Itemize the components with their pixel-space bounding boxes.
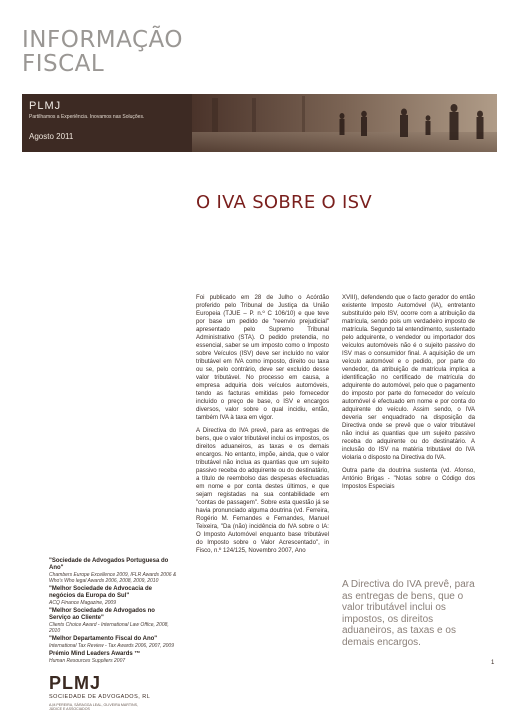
brand-panel — [22, 94, 192, 152]
article-column-1 — [196, 294, 329, 560]
award-source: ACQ Finance Magazine, 2009 — [49, 600, 116, 606]
logo-partners: A.M.PEREIRA, SÁRAGGA LEAL, OLIVEIRA MARTINS, JÚDICE E ASSOCIADOS — [49, 703, 139, 712]
award-source: Human Resources Suppliers 2007 — [49, 658, 126, 664]
pull-quote: A Directiva do IVA prevê, para as entregas de bens, que o valor tributável inclui os impostos, os direitos aduaneiros, as taxas e os demais encargos. — [342, 579, 475, 648]
award-item — [49, 558, 177, 584]
award-title: "Melhor Departamento Fiscal do Ano" — [49, 636, 158, 642]
logo-wordmark: PLMJ — [49, 673, 102, 693]
newsletter-title — [22, 28, 183, 76]
award-source: International Tax Review - Tax Awards 2006, 2007, 2009 — [49, 643, 174, 649]
award-title: "Melhor Sociedade de Advocacia de negócios da Europa do Sul" — [49, 586, 152, 599]
title-line-2: FISCAL — [22, 51, 105, 77]
paragraph: A Directiva do IVA prevê, para as entregas de bens, que o valor tributável inclui os impostos, os direitos aduaneiros, as taxas e os demais encargos. No entanto, impõe, ainda, que o valor tributável não inclua as quantias que um sujeito passivo receba do adquirente ou do destinatário, a título de reembolso das despesas efectuadas em nome e por conta destes últimos, e que sejam registadas na sua contabilidade em "contas de passagem". Sobre esta questão já se havia pronunciado alguma doutrina (vd. Ferreira, Rogério M. Fernandes e Fernandes, Manuel Teixeira, "Da (não) incidência do IVA sobre o IA: O Imposto Automóvel enquanto base tributável do Imposto sobre o Valor Acrescentado", in Fisco, n.º 124/125, Novembro 2007, Ano — [196, 427, 329, 554]
article-title: O IVA SOBRE O ISV — [196, 192, 372, 213]
page-number: 1 — [491, 660, 495, 666]
award-item — [49, 586, 177, 606]
brand-tagline: Partilhamos a Experiência. Inovamos nas Soluções. — [29, 114, 145, 120]
header-banner — [22, 94, 497, 152]
award-item — [49, 608, 177, 634]
brand-name: PLMJ — [29, 100, 62, 112]
paragraph: XVIII), defendendo que o facto gerador do então existente Imposto Automóvel (IA), entretanto substituído pelo ISV, ocorre com a atribuição da matrícula, sendo pois um verdadeiro imposto de matrícula. Segundo tal entendimento, sustentado pelo adquirente, o vendedor ou importador dos veículos automóveis não é o sujeito passivo do ISV mas o consumidor final. A aquisição de um veículo automóvel e o pedido, por parte do vendedor, da atribuição de matrícula implica a identificação no certificado de matrícula do adquirente do automóvel, pelo que o pagamento do imposto por parte do fornecedor do veículo automóvel é efectuado em nome e por conta do adquirente do veículo. Assim sendo, o IVA deveria ser enquadrado na disposição da Directiva onde se prevê que o valor tributável não inclui as quantias que um sujeito passivo receba do adquirente ou do destinatário. A inclusão do ISV na matéria tributável do IVA violaria o disposto na Directiva do IVA. — [342, 294, 475, 461]
award-source: Clients Choice Award - International Law Office, 2008, 2010 — [49, 622, 169, 634]
award-item — [49, 651, 177, 664]
award-title: Prémio Mind Leaders Awards ™ — [49, 651, 141, 657]
article-column-2 — [342, 294, 475, 496]
logo-subtitle: SOCIEDADE DE ADVOGADOS, RL — [49, 694, 151, 700]
banner-photo — [192, 94, 497, 152]
issue-date: Agosto 2011 — [29, 132, 74, 141]
awards-list — [49, 558, 177, 666]
award-title: "Sociedade de Advogados Portuguesa do Ano" — [49, 558, 169, 571]
paragraph: Foi publicado em 28 de Julho o Acórdão proferido pelo Tribunal de Justiça da União Europeia (TJUE – P. n.º C 106/10) e que teve por base um pedido de "reenvio prejudicial" apresentado pelo Supremo Tribunal Administrativo (STA). O pedido pretendia, no essencial, saber se um imposto como o Imposto sobre Veículos (ISV) deve ser incluído no valor tributável em IVA como imposto, direito ou taxa ou se, pelo contrário, deve ser excluído desse valor tributável. No processo em causa, a empresa adquiria dois veículos automóveis, tendo as facturas emitidas pelo fornecedor incluído o preço de base, o ISV e encargos diversos, valor sobre o qual incidiu, então, também IVA à taxa em vigor. — [196, 294, 329, 421]
firm-logo — [49, 674, 150, 712]
award-source: Chambers Europe Excellence 2009, IFLR Awards 2006 & Who's Who legal Awards 2006, 2008, 2009, 2010 — [49, 572, 177, 584]
title-line-1: INFORMAÇÃO — [22, 27, 183, 53]
award-title: "Melhor Sociedade de Advogados no Serviço ao Cliente" — [49, 608, 155, 621]
paragraph: Outra parte da doutrina sustenta (vd. Afonso, António Brigas - "Notas sobre o Código dos Impostos Especiais — [342, 467, 475, 490]
award-item — [49, 636, 177, 649]
